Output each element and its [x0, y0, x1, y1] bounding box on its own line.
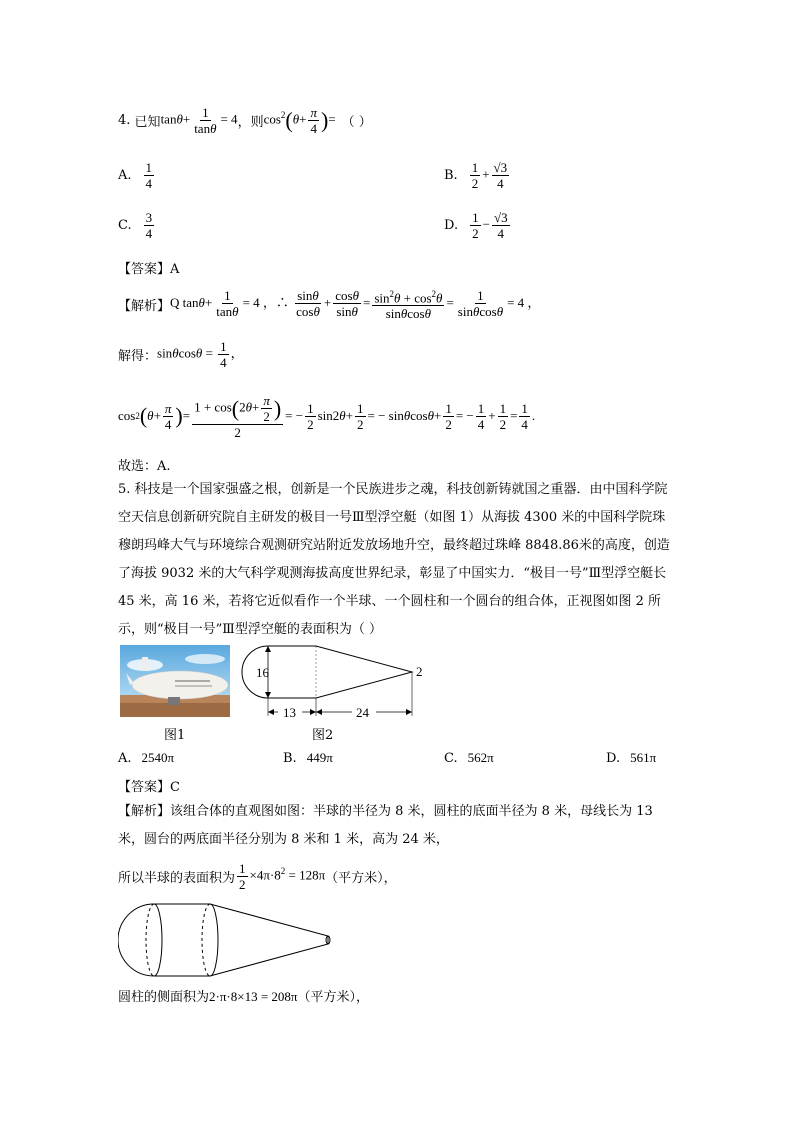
sketch-outline	[118, 904, 328, 976]
q4-stem	[118, 100, 372, 140]
left-length-label: 13	[283, 705, 296, 720]
q5-figure-1	[120, 645, 230, 717]
q5-figure-2	[236, 640, 436, 724]
q4-analysis: 【解析】 Q tanθ+ $\frac{1}{\tan\theta}$ = 4 ，∴ $\frac{\sin\theta}{\cos\theta}$ + $\frac{\cos\theta}{\sin\theta}$ = $\frac{\sin^2\theta + \cos^2\theta}{\sin\theta\cos\theta}$ = $\frac{1}{\sin\theta\cos\theta}$ = 4 ，	[118, 288, 541, 322]
q5-option-a: A. 2540π	[118, 750, 175, 766]
q4-stem-mid: ，则	[237, 114, 264, 130]
q4-option-a: A. $\frac{1}{4}$	[118, 159, 153, 191]
q4-option-d-value: $\frac{1}{2}$ − $\frac{√3}{4}$	[472, 209, 508, 241]
q5-option-c: C. 562π	[444, 750, 494, 766]
q5-option-b: B. 449π	[283, 750, 333, 766]
q4-derivation: cos 2 ( θ + $\frac{\pi}{4}$ ) = 1 + cos(2θ+ $\frac{\pi}{2}$ ) 2 = − $\frac{1}{2}$ sin2 θ + $\frac{1}{2}$ = − sin θ cos θ + $\frac{1}{2}$ = − $\frac{1}{4}$ + $\frac{1}{2}$ = $\frac{1}{4}$ .	[118, 392, 536, 440]
q4-number: 4.	[118, 112, 131, 128]
q5-3d-sketch	[118, 900, 338, 980]
q5-stem: 5. 科技是一个国家强盛之根，创新是一个民族进步之魂，科技创新铸就国之重器．由中国科学院空天信息创新研究院自主研发的极目一号Ⅲ型浮空艇（如图 1）从海拔 4300 米的中国科学院珠穆朗玛峰大气与环境综合观测研究站附近发放场地升空，最终超过珠峰 8848.86米的高度，创造了海拔 9032 米的大气科学观测海拔高度世界纪录，彰显了中国实力．“极目一号”Ⅲ型浮空艇长 45 米，高 16 米，若将它近似看作一个半球、一个圆柱和一个圆台的组合体，正视图如图 2 所示，则“极目一号”Ⅲ型浮空艇的表面积为（ ）	[118, 482, 670, 637]
airship-photo-image	[120, 645, 230, 717]
q4-target-formula: $\cos^2(\theta+$ $\frac{\pi}{4}$ )=	[263, 104, 336, 136]
q4-option-b: B. $\frac{1}{2}$ + $\frac{√3}{4}$	[444, 158, 511, 192]
q4-solve-formula: sinθcosθ = $\frac{1}{4}$ ，	[157, 338, 244, 370]
q5-cylinder: 圆柱的侧面积为2·π·8×13 = 208π（平方米），	[118, 989, 369, 1005]
q4-option-a-value: $\frac{1}{4}$	[145, 159, 153, 191]
q4-option-c-value: $\frac{3}{4}$	[145, 209, 153, 241]
q4-stem-pre: 已知	[134, 114, 161, 130]
q4-analysis-formula: Q tanθ+ $\frac{1}{\tan\theta}$ = 4 ，∴ $\frac{\sin\theta}{\cos\theta}$ + $\frac{\cos\theta}{\sin\theta}$ = $\frac{\sin^2\theta + \cos^2\theta}{\sin\theta\cos\theta}$ = $\frac{1}{\sin\theta\cos\theta}$ = 4 ，	[170, 288, 541, 322]
q5-option-d: D. 561π	[606, 750, 657, 766]
tip-label: 2	[416, 664, 423, 679]
q5-figure-2-caption: 图2	[312, 728, 334, 743]
q4-option-b-value: $\frac{1}{2}$ + $\frac{√3}{4}$	[471, 159, 508, 191]
q4-conclusion: 故选：A.	[118, 459, 171, 474]
q5-hemisphere: 所以半球的表面积为 $\frac{1}{2}$ $\times 4\pi\cdot 8^2 = 128\pi$ （平方米），	[118, 860, 397, 892]
q5-figure-1-caption: 图1	[164, 728, 186, 743]
right-length-label: 24	[356, 705, 369, 720]
q5-hemisphere-formula: $\frac{1}{2}$ $\times 4\pi\cdot 8^2 = 128\pi$	[239, 860, 326, 892]
height-label: 16	[256, 665, 269, 680]
q4-blank: （ ）	[341, 114, 372, 130]
q4-option-d: D. $\frac{1}{2}$ − $\frac{√3}{4}$	[444, 208, 512, 242]
q5-answer: 【答案】C	[118, 780, 180, 795]
q4-answer: 【答案】A	[118, 262, 180, 277]
q4-option-c: C. $\frac{3}{4}$	[118, 209, 153, 241]
q5-analysis: 【解析】该组合体的直观图如图：半球的半径为 8 米，圆柱的底面半径为 8 米，母线长为 13 米，圆台的两底面半径分别为 8 米和 1 米，高为 24 米，	[118, 804, 653, 847]
q4-given-formula: tanθ+ $\frac{1}{\tan\theta}$ = 4	[160, 104, 238, 136]
q4-solve: 解得： sinθcosθ = $\frac{1}{4}$ ，	[118, 338, 244, 370]
